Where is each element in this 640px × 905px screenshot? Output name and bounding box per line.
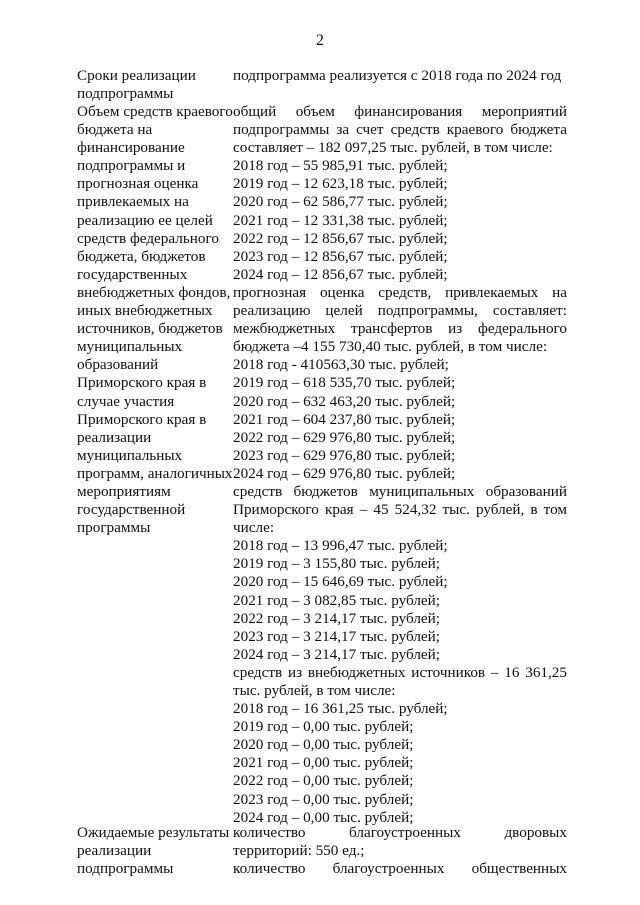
value-paragraph: 2021 год – 604 237,80 тыс. рублей; (233, 410, 456, 428)
value-paragraph: прогнозная оценка средств, привлекаемых на реализацию целей подпрограммы, составляет: межбюджетных трансфертов из федерального бюджета –4 155 730,40 тыс. рублей, в том числе: (233, 283, 567, 356)
page-number: 2 (316, 32, 324, 49)
value-paragraph: 2024 год – 0,00 тыс. рублей; (233, 808, 414, 826)
label-line: Приморского края в (77, 374, 207, 392)
label-line: источников, бюджетов (77, 320, 223, 338)
row-label (77, 67, 227, 103)
label-line: подпрограммы и (77, 157, 186, 175)
value-paragraph: 2024 год – 3 214,17 тыс. рублей; (233, 645, 441, 663)
label-line: Сроки реализации (77, 67, 196, 84)
label-line: муниципальных (77, 338, 183, 356)
value-paragraph: 2021 год – 3 082,85 тыс. рублей; (233, 591, 441, 609)
value-paragraph: 2021 год – 12 331,38 тыс. рублей; (233, 211, 448, 229)
value-paragraph: 2020 год – 632 463,20 тыс. рублей; (233, 392, 456, 410)
value-paragraph: количество благоустроенных общественных (233, 860, 567, 878)
label-line: прогнозная оценка (77, 175, 199, 193)
label-line: муниципальных (77, 446, 183, 464)
value-paragraph: 2019 год – 618 535,70 тыс. рублей; (233, 374, 456, 392)
value-paragraph: 2022 год – 3 214,17 тыс. рублей; (233, 609, 441, 627)
value-paragraph: 2018 год – 13 996,47 тыс. рублей; (233, 537, 448, 555)
value-paragraph: 2022 год – 12 856,67 тыс. рублей; (233, 229, 448, 247)
label-line: Ожидаемые результаты (77, 824, 230, 841)
label-line: иных внебюджетных (77, 302, 213, 320)
row-value (233, 103, 567, 827)
label-line: Объем средств краевого (77, 103, 233, 120)
row-label (77, 824, 230, 878)
label-line: программы (77, 519, 151, 537)
value-paragraph: 2018 год – 16 361,25 тыс. рублей; (233, 700, 448, 718)
label-line: государственной (77, 501, 186, 519)
label-line: бюджета на (77, 121, 153, 139)
label-line: реализации (77, 842, 152, 860)
value-paragraph: 2019 год – 0,00 тыс. рублей; (233, 718, 414, 736)
label-line: финансирование (77, 139, 185, 157)
value-paragraph: общий объем финансирования мероприятий подпрограммы за счет средств краевого бюджета составляет – 182 097,25 тыс. рублей, в том числе: (233, 103, 567, 157)
value-paragraph: 2018 год – 55 985,91 тыс. рублей; (233, 157, 448, 175)
value-paragraph: 2021 год – 0,00 тыс. рублей; (233, 754, 414, 772)
label-line: программ, аналогичных (77, 464, 233, 482)
label-line: мероприятиям (77, 482, 171, 500)
value-paragraph: 2020 год – 0,00 тыс. рублей; (233, 736, 414, 754)
value-paragraph: 2023 год – 0,00 тыс. рублей; (233, 790, 414, 808)
value-paragraph: 2022 год – 0,00 тыс. рублей; (233, 772, 414, 790)
label-line: подпрограммы (77, 860, 174, 878)
value-paragraph: 2020 год – 15 646,69 тыс. рублей; (233, 573, 448, 591)
value-paragraph: 2023 год – 3 214,17 тыс. рублей; (233, 627, 441, 645)
label-line: Приморского края в (77, 410, 207, 428)
value-paragraph: подпрограмма реализуется с 2018 года по 2024 год (233, 67, 562, 84)
label-line: случае участия (77, 392, 175, 410)
label-line: внебюджетных фондов, (77, 283, 231, 301)
value-paragraph: средств бюджетов муниципальных образований Приморского края – 45 524,32 тыс. рублей, в том числе: (233, 482, 567, 537)
value-paragraph: 2024 год – 629 976,80 тыс. рублей; (233, 464, 456, 482)
label-line: привлекаемых на (77, 193, 189, 211)
value-paragraph: средств из внебюджетных источников – 16 361,25 тыс. рублей, в том числе: (233, 663, 567, 699)
row-value (233, 67, 567, 85)
value-paragraph: 2018 год - 410563,30 тыс. рублей; (233, 356, 449, 374)
value-paragraph: 2019 год – 12 623,18 тыс. рублей; (233, 175, 448, 193)
value-paragraph: 2022 год – 629 976,80 тыс. рублей; (233, 428, 456, 446)
value-paragraph: количество благоустроенных дворовых территорий: 550 ед.; (233, 824, 567, 860)
row-value (233, 824, 567, 878)
label-line: бюджета, бюджетов (77, 247, 206, 265)
value-paragraph: 2023 год – 629 976,80 тыс. рублей; (233, 446, 456, 464)
value-paragraph: 2019 год – 3 155,80 тыс. рублей; (233, 555, 441, 573)
label-line: реализацию ее целей (77, 211, 213, 229)
row-label (77, 103, 233, 537)
label-line: средств федерального (77, 229, 219, 247)
label-line: подпрограммы (77, 85, 174, 103)
value-paragraph: 2020 год – 62 586,77 тыс. рублей; (233, 193, 448, 211)
label-line: образований (77, 356, 159, 374)
label-line: государственных (77, 265, 188, 283)
value-paragraph: 2023 год – 12 856,67 тыс. рублей; (233, 247, 448, 265)
label-line: реализации (77, 428, 152, 446)
value-paragraph: 2024 год – 12 856,67 тыс. рублей; (233, 265, 448, 283)
